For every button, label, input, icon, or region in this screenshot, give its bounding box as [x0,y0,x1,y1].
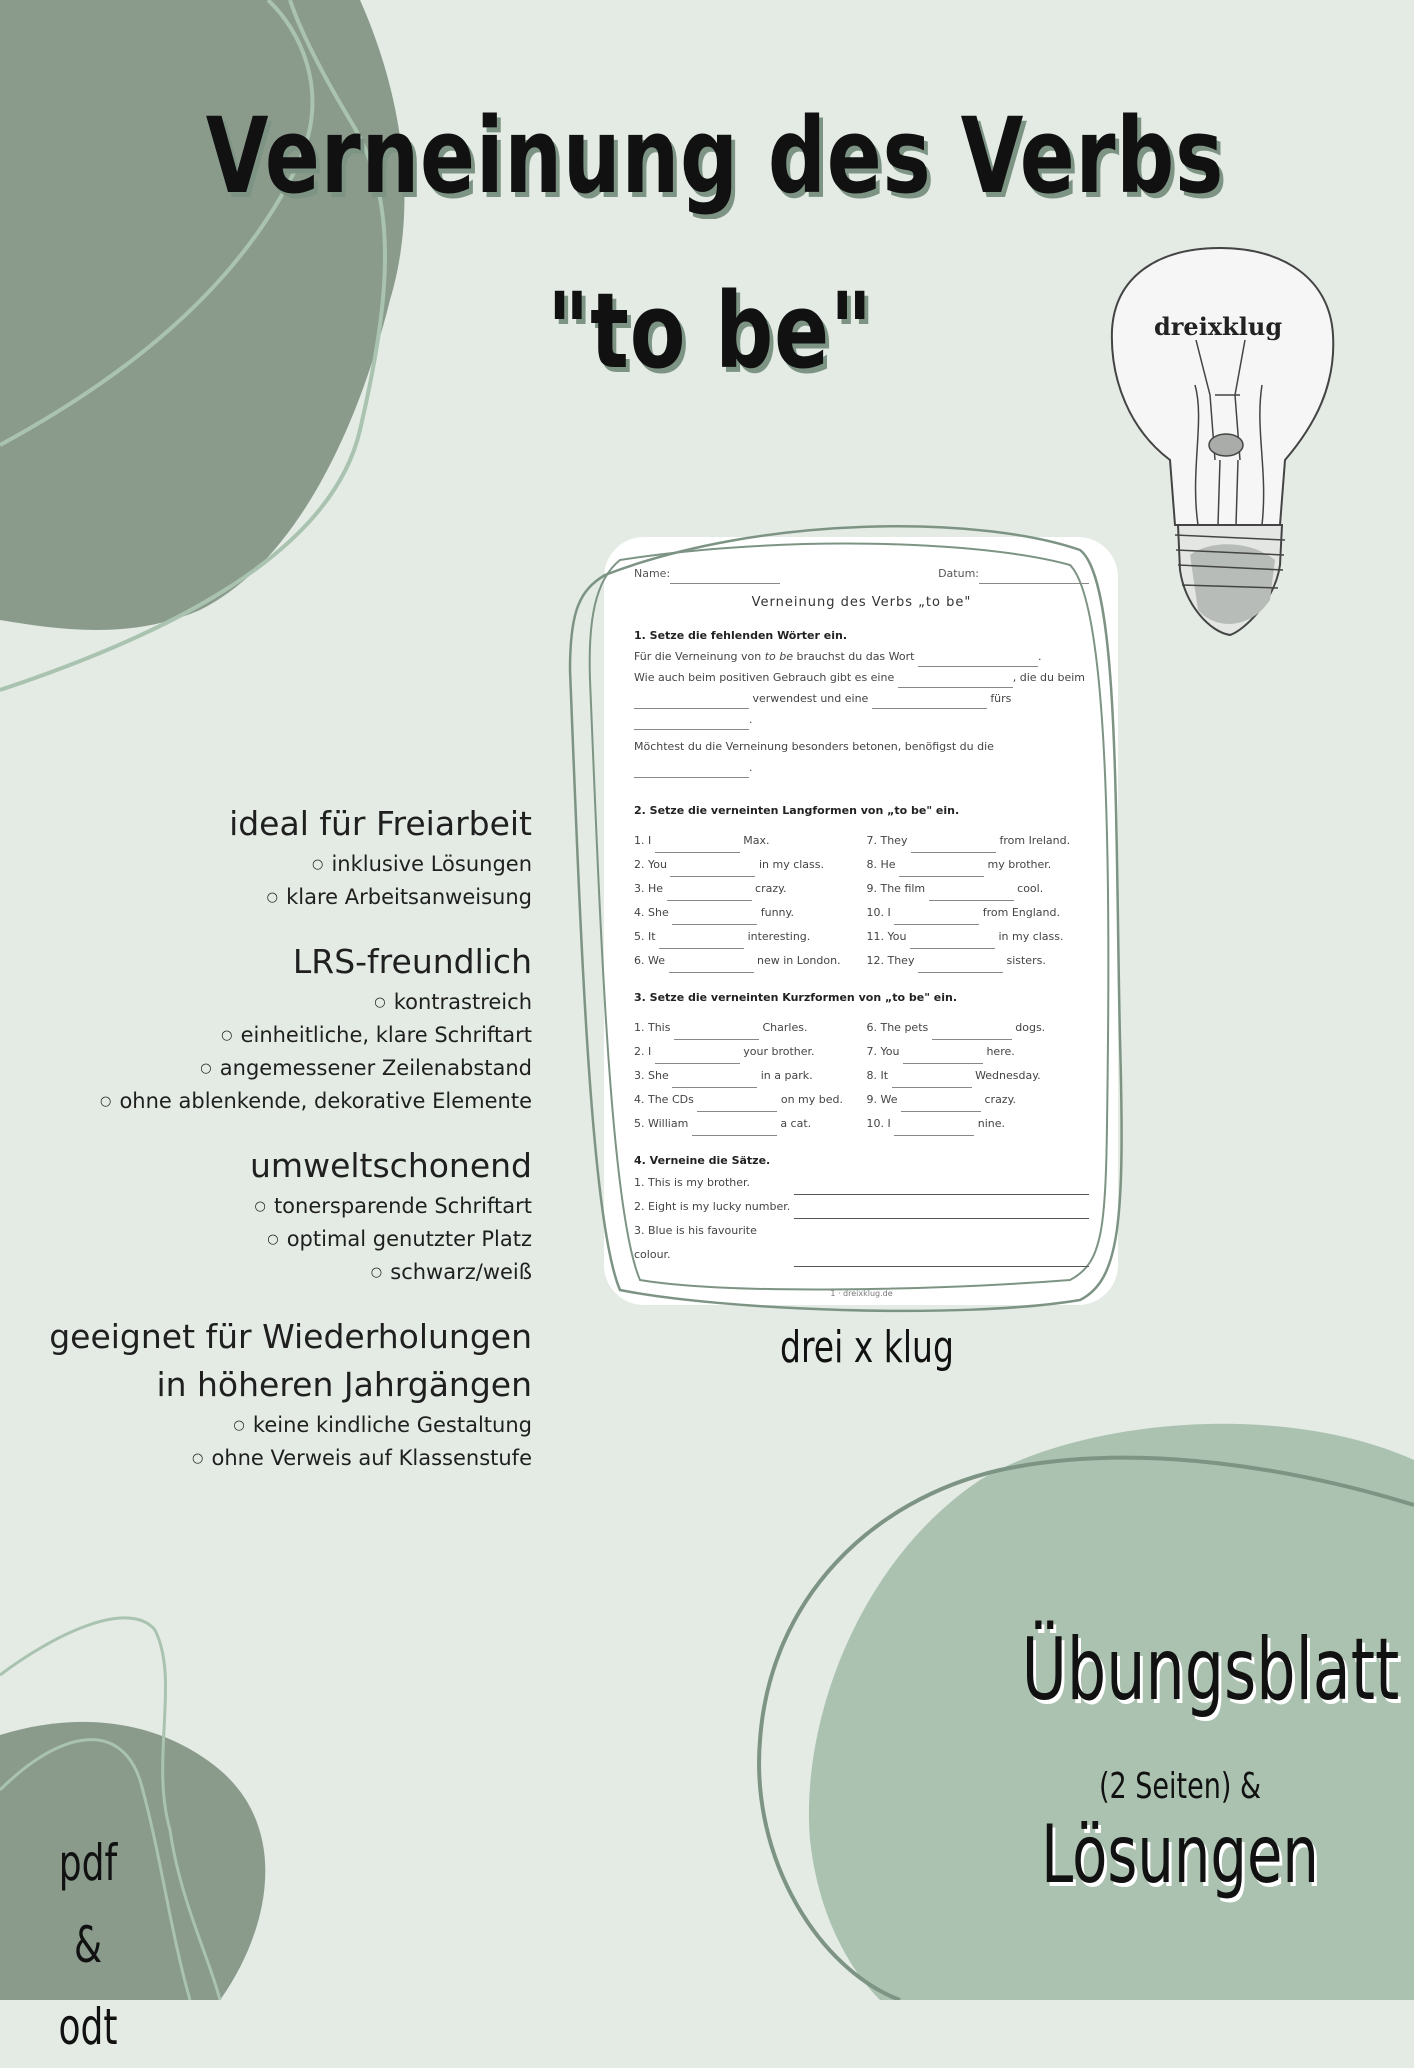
text: 3. She [634,1069,669,1082]
text: 4. She [634,906,669,919]
section-heading: 1. Setze die fehlenden Wörter ein. [634,629,848,642]
feature-item: ○ schwarz/weiß [20,1256,532,1289]
text: fürs [990,692,1012,705]
page-title-line2: "to be" [547,270,873,392]
feature-heading: ideal für Freiarbeit [229,804,532,843]
text: 2. You [634,858,667,871]
text: my brother. [987,858,1052,871]
worksheet-title: Verneinung des Verbs „to be" [751,595,972,610]
feature-item: ○ kontrastreich [20,986,532,1019]
text: in my class. [998,930,1064,943]
feature-group [20,800,532,914]
text: 12. They [866,954,915,967]
text: 5. It [634,930,656,943]
text: 7. You [866,1045,900,1058]
format-odt: odt [58,1998,118,2056]
text: 9. We [866,1093,898,1106]
text: dogs. [1015,1021,1046,1034]
bulb-logo: dreixklug [1154,312,1283,341]
text: 3. He [634,882,664,895]
text: crazy. [984,1093,1017,1106]
file-formats [45,1822,131,2068]
product-solutions: Lösungen [1041,1808,1319,1901]
text: verwendest und eine [752,692,869,705]
text: Wie auch beim positiven Gebrauch gibt es eine [634,671,895,684]
feature-item: ○ einheitliche, klare Schriftart [20,1019,532,1052]
feature-heading: umweltschonend [250,1146,532,1185]
text: in my class. [758,858,825,871]
product-pages: (2 Seiten) & [1098,1766,1262,1807]
text: Möchtest du die Verneinung besonders betonen, benöfigst du die [634,740,994,753]
page-title: Verneinung des Verbs [205,95,1225,217]
text: 1. I [634,834,652,847]
text: crazy. [755,882,787,895]
feature-heading: LRS-freundlich [292,942,532,981]
feature-heading: geeignet für Wiederholungen in höheren Jahrgängen [49,1317,532,1404]
text: your brother. [743,1045,815,1058]
text: Wednesday. [975,1069,1041,1082]
text: from England. [982,906,1060,919]
text: 7. They [866,834,908,847]
feature-item: ○ ohne ablenkende, dekorative Elemente [20,1085,532,1118]
footer-brand: dreixklug.de [843,1289,893,1298]
text: sisters. [1006,954,1046,967]
exercise-grid [634,829,1089,973]
text: 11. You [866,930,907,943]
feature-group [20,938,532,1118]
feature-group [20,1142,532,1289]
text: 4. The CDs [634,1093,694,1106]
feature-group [20,1313,532,1475]
text: 5. William [634,1117,689,1130]
feature-item: ○ keine kindliche Gestaltung [20,1409,532,1442]
text: in a park. [760,1069,813,1082]
text: a cat. [780,1117,812,1130]
exercise-grid [634,1016,1089,1136]
text: 6. The pets [866,1021,929,1034]
text: here. [986,1045,1015,1058]
feature-item: ○ klare Arbeitsanweisung [20,881,532,914]
text: 1. This [634,1021,671,1034]
text: 8. He [866,858,896,871]
text: new in London. [757,954,841,967]
text: 1. This is my brother. [634,1176,751,1189]
text: Charles. [762,1021,808,1034]
text: 2. Eight is my lucky number. [634,1200,791,1213]
text: to be [764,650,793,663]
text: brauchst du das Wort [796,650,915,663]
section-heading: 3. Setze die verneinten Kurzformen von „to be" ein. [634,991,957,1004]
text: nine. [977,1117,1005,1130]
feature-item: ○ optimal genutzter Platz [20,1223,532,1256]
exercise-row [634,1171,1089,1195]
date-label: Datum: [938,567,979,580]
text: 10. I [866,1117,891,1130]
text: on my bed. [780,1093,843,1106]
text: , die du beim [1012,671,1086,684]
text: 9. The film [866,882,926,895]
text: 10. I [866,906,891,919]
text: Max. [743,834,770,847]
text: from Ireland. [999,834,1071,847]
text: Für die Verneinung von [634,650,762,663]
exercise-row [634,1219,1089,1267]
text: 2. I [634,1045,652,1058]
text: 6. We [634,954,665,967]
worksheet-preview: Name: Datum: Verneinung des Verbs „to be" 1. Setze die fehlenden Wörter ein. Für die Verneinung von to be brauchst du das Wort . Wie auch beim positiven Gebrauch gibt es eine , die du beim verwendest und eine fürs . Möchtest du die Verneinung besonders betonen, benöfigst du die . 2. Setze die verneinten Langformen von „to be" ein. 1. I Max. 7. They from Ireland. 2. You in my class. 8. He my brother. 3. He crazy. 9. The film cool. 4. She funny. 10. I from England. 5. It interesting. 11. You in my class. 6. We new in London. 12. They sisters. 3. Setze die verneinten Kurzformen von „to be" ein. 1. This Charles. 6. The pets dogs. 2. I your brother. 7. You here. 3. She in a park. 8. It Wednesday. 4. The CDs on my bed. 9. We crazy. 5. William a cat. 10. I nine. 4. Verneine die Sätze. 1. This is my brother. 2. Eight is my lucky number. 3. Blue is his favourite colour. 1 · dreixklug.de [634,563,1089,1304]
feature-item: ○ angemessener Zeilenabstand [20,1052,532,1085]
page-number: 1 [830,1289,836,1298]
text: interesting. [747,930,811,943]
feature-item: ○ inklusive Lösungen [20,848,532,881]
text: cool. [1017,882,1044,895]
text: 8. It [866,1069,889,1082]
name-label: Name: [634,567,671,580]
section-heading: 4. Verneine die Sätze. [634,1154,771,1167]
worksheet-footer: 1 · dreixklug.de [830,1289,893,1298]
format-pdf: pdf & [58,1834,118,1974]
feature-item: ○ tonersparende Schriftart [20,1190,532,1223]
product-title: Übungsblatt [1021,1620,1400,1720]
feature-list [20,800,532,1499]
brand-caption: drei x klug [780,1322,954,1373]
section-heading: 2. Setze die verneinten Langformen von „to be" ein. [634,804,960,817]
text: funny. [760,906,794,919]
text: 3. Blue is his favourite colour. [634,1224,757,1261]
feature-item: ○ ohne Verweis auf Klassenstufe [20,1442,532,1475]
exercise-row [634,1195,1089,1219]
